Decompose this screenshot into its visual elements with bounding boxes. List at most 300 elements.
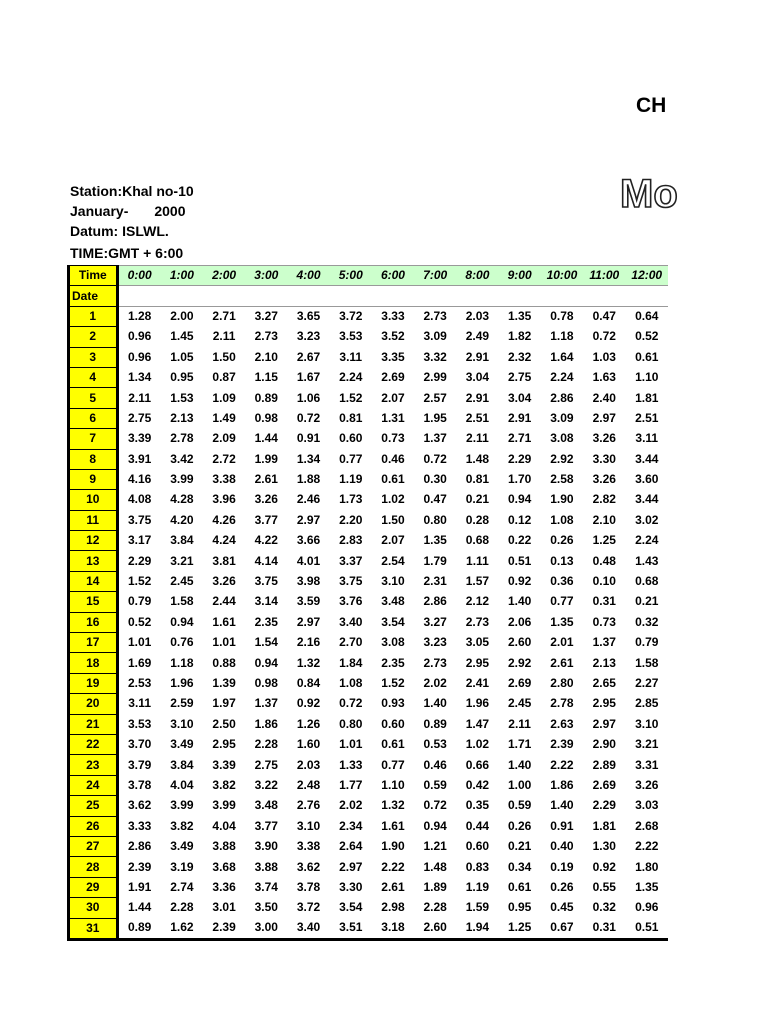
water-level-cell: 1.37 xyxy=(592,635,616,650)
water-level-cell: 3.84 xyxy=(170,757,194,772)
water-level-cell: 0.26 xyxy=(550,879,574,894)
water-level-cell: 0.68 xyxy=(465,533,490,548)
water-level-cell: 3.68 xyxy=(212,859,236,874)
water-level-cell: 2.72 xyxy=(212,451,236,466)
water-level-cell: 1.80 xyxy=(635,859,659,874)
water-level-cell: 2.24 xyxy=(550,370,574,385)
water-level-cell: 4.28 xyxy=(170,492,194,507)
hour-header-cell: 9:00 xyxy=(499,266,541,286)
water-level-cell: 1.48 xyxy=(423,859,447,874)
date-header-row xyxy=(69,286,669,306)
water-level-cell: 3.78 xyxy=(127,777,152,792)
water-level-cell: 2.32 xyxy=(507,349,532,364)
water-level-cell: 1.63 xyxy=(592,370,616,385)
water-level-cell: 2.31 xyxy=(423,574,447,589)
water-level-cell: 2.63 xyxy=(550,716,574,731)
table-row xyxy=(69,429,669,449)
water-level-cell: 3.99 xyxy=(170,472,194,487)
date-cell: 8 xyxy=(69,449,118,469)
water-level-cell: 3.49 xyxy=(170,839,194,854)
water-level-cell: 0.94 xyxy=(423,818,447,833)
water-level-cell: 4.16 xyxy=(127,472,152,487)
water-level-cell: 1.77 xyxy=(339,777,363,792)
water-level-cell: 1.35 xyxy=(550,614,574,629)
table-row xyxy=(69,388,669,408)
water-level-cell: 0.89 xyxy=(254,390,278,405)
water-level-cell: 3.00 xyxy=(245,918,287,939)
water-level-cell: 2.73 xyxy=(423,309,447,324)
water-level-cell: 1.44 xyxy=(127,900,152,915)
water-level-cell: 3.11 xyxy=(339,349,363,364)
water-level-cell: 0.72 xyxy=(592,329,616,344)
water-level-cell: 2.92 xyxy=(550,451,574,466)
water-level-cell: 1.01 xyxy=(339,737,363,752)
water-level-cell: 3.62 xyxy=(127,798,152,813)
water-level-cell: 3.51 xyxy=(330,918,372,939)
water-level-cell: 2.54 xyxy=(381,553,405,568)
water-level-cell: 3.09 xyxy=(550,410,574,425)
water-level-cell: 2.35 xyxy=(381,655,405,670)
table-row xyxy=(69,898,669,918)
water-level-cell: 3.10 xyxy=(635,716,659,731)
table-row xyxy=(69,367,669,387)
water-level-cell: 0.46 xyxy=(381,451,405,466)
water-level-cell: 4.22 xyxy=(254,533,278,548)
date-cell: 22 xyxy=(69,734,118,754)
hour-header-cell: 4:00 xyxy=(287,266,329,286)
water-level-cell: 2.13 xyxy=(592,655,616,670)
water-level-cell: 1.90 xyxy=(550,492,574,507)
water-level-cell: 0.52 xyxy=(635,329,659,344)
water-level-cell: 1.50 xyxy=(381,512,405,527)
water-level-cell: 2.97 xyxy=(296,614,321,629)
water-level-cell: 3.65 xyxy=(296,309,321,324)
water-level-cell: 1.52 xyxy=(339,390,363,405)
water-level-cell: 3.36 xyxy=(212,879,236,894)
date-cell: 30 xyxy=(69,898,118,918)
hour-header-cell: 8:00 xyxy=(456,266,498,286)
water-level-cell: 3.44 xyxy=(635,451,659,466)
table-row xyxy=(69,857,669,877)
water-level-cell: 2.92 xyxy=(507,655,532,670)
date-cell: 31 xyxy=(69,918,118,939)
water-level-cell: 0.78 xyxy=(550,309,574,324)
water-level-cell: 1.82 xyxy=(507,329,532,344)
water-level-cell: 2.95 xyxy=(592,696,616,711)
water-level-cell: 0.93 xyxy=(381,696,405,711)
table-row xyxy=(69,734,669,754)
water-level-cell: 4.26 xyxy=(212,512,236,527)
water-level-cell: 2.50 xyxy=(212,716,236,731)
hour-header-cell: 3:00 xyxy=(245,266,287,286)
water-level-cell: 2.51 xyxy=(635,410,659,425)
water-level-cell: 3.74 xyxy=(254,879,278,894)
water-level-cell: 3.02 xyxy=(635,512,659,527)
water-level-cell: 3.62 xyxy=(296,859,321,874)
water-level-cell: 0.89 xyxy=(117,918,161,939)
water-level-cell: 3.81 xyxy=(212,553,236,568)
water-level-cell: 4.20 xyxy=(170,512,194,527)
water-level-cell: 2.39 xyxy=(203,918,245,939)
water-level-cell: 2.86 xyxy=(550,390,574,405)
water-level-cell: 0.77 xyxy=(550,594,574,609)
blank-cell xyxy=(414,286,456,306)
water-level-cell: 0.60 xyxy=(465,839,490,854)
water-level-cell: 0.94 xyxy=(507,492,532,507)
water-level-cell: 2.28 xyxy=(254,737,278,752)
water-level-cell: 1.94 xyxy=(456,918,498,939)
water-level-cell: 0.89 xyxy=(423,716,447,731)
water-level-cell: 3.99 xyxy=(170,798,194,813)
water-level-cell: 3.38 xyxy=(212,472,236,487)
blank-cell xyxy=(456,286,498,306)
blank-cell xyxy=(287,286,329,306)
water-level-cell: 1.33 xyxy=(339,757,363,772)
water-level-cell: 0.96 xyxy=(127,329,152,344)
blank-cell xyxy=(245,286,287,306)
water-level-cell: 3.30 xyxy=(592,451,616,466)
water-level-cell: 2.59 xyxy=(170,696,194,711)
water-level-cell: 0.35 xyxy=(465,798,490,813)
water-level-cell: 3.48 xyxy=(381,594,405,609)
water-level-cell: 0.40 xyxy=(550,839,574,854)
water-level-cell: 3.42 xyxy=(170,451,194,466)
table-row xyxy=(69,469,669,489)
water-level-cell: 0.32 xyxy=(592,900,616,915)
water-level-cell: 0.53 xyxy=(423,737,447,752)
water-level-cell: 3.33 xyxy=(381,309,405,324)
water-level-cell: 2.97 xyxy=(339,859,363,874)
water-level-cell: 1.86 xyxy=(550,777,574,792)
water-level-cell: 0.51 xyxy=(507,553,532,568)
water-level-cell: 2.41 xyxy=(465,676,490,690)
water-level-cell: 3.88 xyxy=(254,859,278,874)
water-level-cell: 3.54 xyxy=(339,900,363,915)
water-level-cell: 0.26 xyxy=(550,533,574,548)
water-level-cell: 1.58 xyxy=(635,655,659,670)
water-level-cell: 2.78 xyxy=(550,696,574,711)
water-level-cell: 3.76 xyxy=(339,594,363,609)
water-level-cell: 0.67 xyxy=(541,918,583,939)
date-cell: 5 xyxy=(69,388,118,408)
water-level-cell: 2.71 xyxy=(507,431,532,446)
water-level-cell: 3.08 xyxy=(550,431,574,446)
water-level-cell: 2.99 xyxy=(423,370,447,385)
hour-header-cell: 6:00 xyxy=(372,266,414,286)
table-row xyxy=(69,510,669,530)
water-level-cell: 3.44 xyxy=(635,492,659,507)
water-level-cell: 0.95 xyxy=(507,900,532,915)
water-level-cell: 0.96 xyxy=(635,900,659,915)
water-level-cell: 0.46 xyxy=(423,757,447,772)
date-cell: 14 xyxy=(69,571,118,591)
water-level-cell: 1.61 xyxy=(381,818,405,833)
water-level-cell: 2.35 xyxy=(254,614,278,629)
date-cell: 23 xyxy=(69,755,118,775)
water-level-cell: 0.28 xyxy=(465,512,490,527)
blank-cell xyxy=(541,286,583,306)
water-level-cell: 1.02 xyxy=(465,737,490,752)
water-level-cell: 0.47 xyxy=(592,309,616,324)
water-level-cell: 2.69 xyxy=(592,777,616,792)
water-level-cell: 0.72 xyxy=(296,410,321,425)
date-cell: 4 xyxy=(69,367,118,387)
water-level-cell: 2.91 xyxy=(465,390,490,405)
water-level-cell: 3.27 xyxy=(254,309,278,324)
water-level-cell: 3.10 xyxy=(170,716,194,731)
water-level-cell: 2.65 xyxy=(592,676,616,690)
water-level-cell: 2.86 xyxy=(423,594,447,609)
water-level-cell: 2.49 xyxy=(465,329,490,344)
hour-header-cell: 7:00 xyxy=(414,266,456,286)
water-level-cell: 2.13 xyxy=(170,410,194,425)
water-level-cell: 0.77 xyxy=(339,451,363,466)
water-level-cell: 2.69 xyxy=(507,676,532,690)
water-level-cell: 2.29 xyxy=(507,451,532,466)
table-row xyxy=(69,306,669,326)
water-level-cell: 2.28 xyxy=(170,900,194,915)
water-level-cell: 2.98 xyxy=(381,900,405,915)
water-level-cell: 1.05 xyxy=(170,349,194,364)
water-level-cell: 4.04 xyxy=(170,777,194,792)
table-row xyxy=(69,918,669,939)
water-level-cell: 3.18 xyxy=(372,918,414,939)
water-level-cell: 2.22 xyxy=(381,859,405,874)
water-level-cell: 3.82 xyxy=(212,777,236,792)
water-level-cell: 2.24 xyxy=(339,370,363,385)
blank-cell xyxy=(583,286,625,306)
water-level-cell: 4.01 xyxy=(296,553,321,568)
water-level-cell: 1.70 xyxy=(507,472,532,487)
water-level-cell: 2.27 xyxy=(635,676,659,690)
water-level-cell: 0.26 xyxy=(507,818,532,833)
date-cell: 24 xyxy=(69,775,118,795)
water-level-cell: 0.30 xyxy=(423,472,447,487)
water-level-cell: 0.51 xyxy=(625,918,668,939)
water-level-cell: 1.61 xyxy=(212,614,236,629)
water-level-cell: 2.69 xyxy=(381,370,405,385)
month-label: January- xyxy=(70,203,129,219)
water-level-cell: 3.23 xyxy=(296,329,321,344)
water-level-cell: 1.19 xyxy=(339,472,363,487)
water-level-cell: 1.95 xyxy=(423,410,447,425)
date-cell: 29 xyxy=(69,877,118,897)
date-cell: 9 xyxy=(69,469,118,489)
water-level-cell: 1.96 xyxy=(465,696,490,711)
table-row xyxy=(69,755,669,775)
water-level-cell: 1.79 xyxy=(423,553,447,568)
water-level-cell: 0.19 xyxy=(550,859,574,874)
date-cell: 12 xyxy=(69,531,118,551)
water-level-cell: 0.91 xyxy=(296,431,321,446)
water-level-cell: 1.88 xyxy=(296,472,321,487)
water-level-cell: 2.80 xyxy=(550,676,574,690)
water-level-cell: 2.58 xyxy=(550,472,574,487)
water-level-cell: 2.71 xyxy=(212,309,236,324)
water-level-cell: 2.90 xyxy=(592,737,616,752)
water-level-cell: 1.15 xyxy=(254,370,278,385)
water-level-cell: 0.96 xyxy=(127,349,152,364)
water-level-cell: 3.10 xyxy=(381,574,405,589)
water-level-cell: 3.33 xyxy=(127,818,152,833)
water-level-cell: 2.22 xyxy=(635,839,659,854)
water-level-cell: 1.19 xyxy=(465,879,490,894)
water-level-cell: 1.26 xyxy=(296,716,321,731)
water-level-cell: 2.00 xyxy=(170,309,194,324)
water-level-cell: 3.82 xyxy=(170,818,194,833)
water-level-cell: 1.08 xyxy=(550,512,574,527)
water-level-cell: 3.99 xyxy=(212,798,236,813)
water-level-cell: 0.52 xyxy=(127,614,152,629)
water-level-cell: 0.79 xyxy=(127,594,152,609)
water-level-cell: 2.29 xyxy=(592,798,616,813)
table-row xyxy=(69,796,669,816)
table-row xyxy=(69,816,669,836)
water-level-cell: 1.02 xyxy=(381,492,405,507)
hour-header-cell: 0:00 xyxy=(117,266,161,286)
water-level-cell: 3.72 xyxy=(339,309,363,324)
water-level-cell: 1.37 xyxy=(423,431,447,446)
water-level-cell: 2.07 xyxy=(381,533,405,548)
water-level-cell: 3.49 xyxy=(170,737,194,752)
water-level-cell: 2.82 xyxy=(592,492,616,507)
water-level-cell: 1.06 xyxy=(296,390,321,405)
water-level-cell: 0.92 xyxy=(296,696,321,711)
water-level-cell: 2.70 xyxy=(339,635,363,650)
water-level-cell: 1.86 xyxy=(254,716,278,731)
water-level-cell: 2.45 xyxy=(170,574,194,589)
water-level-cell: 2.73 xyxy=(254,329,278,344)
water-level-cell: 2.09 xyxy=(212,431,236,446)
water-level-cell: 1.34 xyxy=(127,370,152,385)
table-row xyxy=(69,408,669,428)
water-level-cell: 0.94 xyxy=(170,614,194,629)
water-level-cell: 1.73 xyxy=(339,492,363,507)
table-row xyxy=(69,571,669,591)
water-level-cell: 2.61 xyxy=(550,655,574,670)
water-level-cell: 3.26 xyxy=(592,431,616,446)
water-level-cell: 0.80 xyxy=(339,716,363,731)
water-level-cell: 1.47 xyxy=(465,716,490,731)
table-row xyxy=(69,633,669,653)
water-level-cell: 2.86 xyxy=(127,839,152,854)
hour-header-cell: 2:00 xyxy=(203,266,245,286)
water-level-cell: 2.20 xyxy=(339,512,363,527)
water-level-cell: 0.88 xyxy=(212,655,236,670)
water-level-cell: 0.34 xyxy=(507,859,532,874)
water-level-cell: 2.97 xyxy=(296,512,321,527)
water-level-cell: 3.79 xyxy=(127,757,152,772)
water-level-cell: 1.54 xyxy=(254,635,278,650)
water-level-cell: 0.55 xyxy=(592,879,616,894)
date-cell: 13 xyxy=(69,551,118,571)
water-level-cell: 3.75 xyxy=(339,574,363,589)
water-level-cell: 3.96 xyxy=(212,492,236,507)
water-level-cell: 1.90 xyxy=(381,839,405,854)
water-level-cell: 1.67 xyxy=(296,370,321,385)
water-level-cell: 3.10 xyxy=(296,818,321,833)
table-row xyxy=(69,694,669,714)
water-level-cell: 2.97 xyxy=(592,410,616,425)
date-cell: 28 xyxy=(69,857,118,877)
water-level-cell: 2.39 xyxy=(550,737,574,752)
water-level-cell: 4.24 xyxy=(212,533,236,548)
water-level-cell: 0.61 xyxy=(635,349,659,364)
water-level-cell: 3.23 xyxy=(423,635,447,650)
water-level-cell: 2.02 xyxy=(423,676,447,690)
date-cell: 26 xyxy=(69,816,118,836)
water-level-cell: 2.45 xyxy=(507,696,532,711)
date-cell: 16 xyxy=(69,612,118,632)
water-level-cell: 3.21 xyxy=(635,737,659,752)
water-level-cell: 1.52 xyxy=(381,676,405,690)
water-level-cell: 2.67 xyxy=(296,349,321,364)
water-level-cell: 0.21 xyxy=(635,594,659,609)
water-level-cell: 0.59 xyxy=(423,777,447,792)
water-level-cell: 0.98 xyxy=(254,410,278,425)
water-level-cell: 0.83 xyxy=(465,859,490,874)
table-row xyxy=(69,490,669,510)
water-level-cell: 2.64 xyxy=(339,839,363,854)
date-cell: 10 xyxy=(69,490,118,510)
water-level-cell: 1.09 xyxy=(212,390,236,405)
water-level-cell: 0.95 xyxy=(170,370,194,385)
table-row xyxy=(69,714,669,734)
water-level-cell: 3.59 xyxy=(296,594,321,609)
water-level-cell: 2.28 xyxy=(423,900,447,915)
water-level-cell: 3.04 xyxy=(507,390,532,405)
water-level-cell: 0.73 xyxy=(381,431,405,446)
water-level-cell: 1.57 xyxy=(465,574,490,589)
water-level-cell: 3.38 xyxy=(296,839,321,854)
water-level-cell: 1.08 xyxy=(339,676,363,690)
water-level-cell: 0.81 xyxy=(339,410,363,425)
water-level-cell: 0.47 xyxy=(423,492,447,507)
water-level-cell: 1.49 xyxy=(212,410,236,425)
water-level-cell: 0.21 xyxy=(465,492,490,507)
water-level-cell: 2.10 xyxy=(254,349,278,364)
water-level-cell: 3.11 xyxy=(635,431,659,446)
water-level-cell: 3.39 xyxy=(127,431,152,446)
water-level-cell: 2.97 xyxy=(592,716,616,731)
water-level-cell: 0.45 xyxy=(550,900,574,915)
water-level-cell: 0.68 xyxy=(635,574,659,589)
water-level-cell: 3.52 xyxy=(381,329,405,344)
water-level-cell: 1.35 xyxy=(635,879,659,894)
water-level-cell: 3.72 xyxy=(296,900,321,915)
header-row xyxy=(69,266,669,286)
water-level-cell: 2.83 xyxy=(339,533,363,548)
water-level-cell: 0.94 xyxy=(254,655,278,670)
hour-header-cell: 11:00 xyxy=(583,266,625,286)
water-level-cell: 0.87 xyxy=(212,370,236,385)
water-level-cell: 2.57 xyxy=(423,390,447,405)
water-level-cell: 2.68 xyxy=(635,818,659,833)
water-level-cell: 1.52 xyxy=(127,574,152,589)
water-level-cell: 2.75 xyxy=(507,370,532,385)
water-level-cell: 2.24 xyxy=(635,533,659,548)
water-level-cell: 3.77 xyxy=(254,512,278,527)
table-row xyxy=(69,531,669,551)
water-level-cell: 0.81 xyxy=(465,472,490,487)
blank-cell xyxy=(161,286,203,306)
date-cell: 20 xyxy=(69,694,118,714)
station-label: Station:Khal no-10 xyxy=(70,183,194,199)
date-cell: 15 xyxy=(69,592,118,612)
table-row xyxy=(69,551,669,571)
water-level-cell: 0.61 xyxy=(507,879,532,894)
water-level-cell: 2.11 xyxy=(212,329,236,344)
